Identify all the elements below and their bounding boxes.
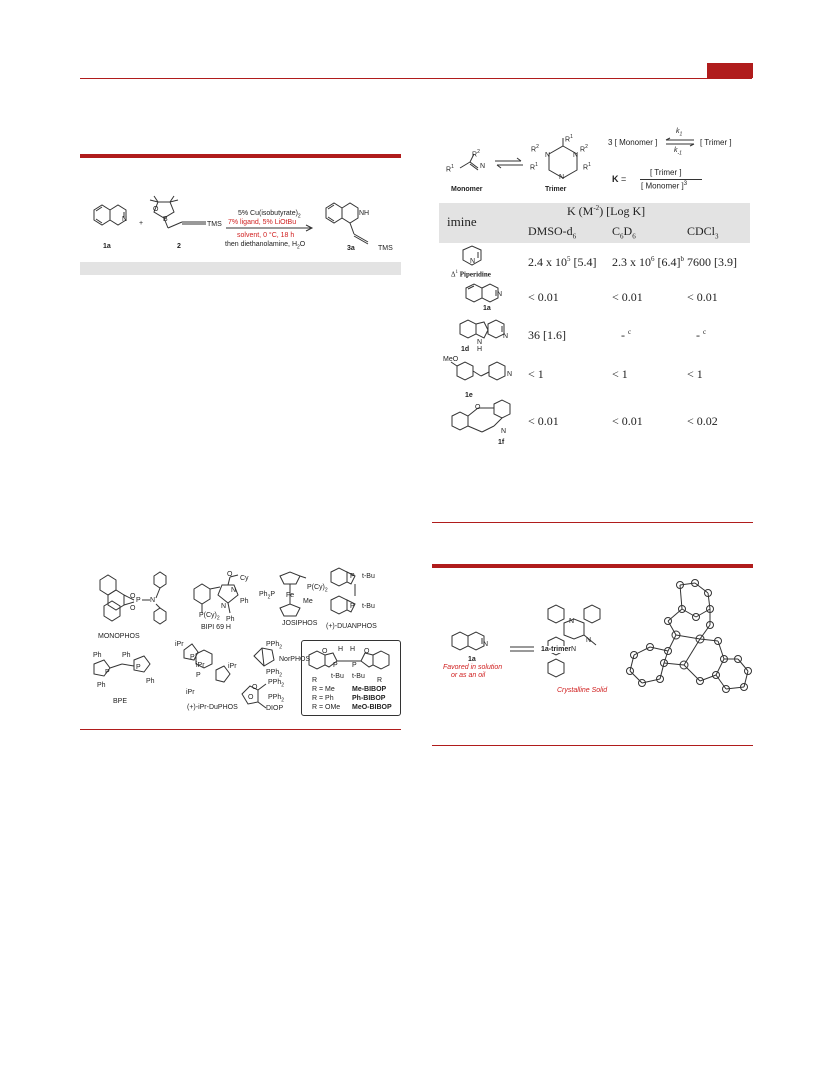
row-piperidine-name: $\Delta^1$ Piperidine: [451, 270, 491, 279]
bibop-legend: [312, 686, 398, 713]
piperidine-structure: [458, 244, 488, 270]
norphos-pph2-1: PPh$_2$: [266, 641, 283, 651]
k-denominator: [ Monomer ]$^3$: [641, 181, 688, 191]
crystal-trimer-structure: [540, 595, 612, 685]
crystal-top-rule: [432, 564, 753, 568]
table-col-c6d6: $C_6D_6$: [612, 224, 636, 241]
bibop-r-ome: R = OMe: [312, 704, 341, 711]
label-norphos: NorPHOS: [279, 656, 311, 663]
row-piperidine-cdcl3: 7600 [3.9]: [687, 255, 737, 269]
ligand-figure-bottom-rule: [80, 729, 401, 730]
diop-pph2-1: PPh$_2$: [268, 679, 285, 689]
table-header-imine: imine: [447, 214, 477, 229]
label-monomer: Monomer: [451, 186, 483, 193]
bpe-ph3: Ph: [97, 682, 106, 689]
table-header-k: K $(M^{-2})$ [Log K]: [567, 204, 646, 218]
bibop-r-me: R = Me: [312, 686, 335, 693]
eq-k1: $k_1$: [676, 128, 683, 138]
page-tab: [707, 63, 753, 78]
scheme-caption-bar: [80, 262, 401, 275]
crystal-equilibrium-arrows: [510, 645, 536, 653]
bipi-pcy2: $P(Cy)_2$: [199, 612, 220, 622]
josiphos-me: Me: [303, 598, 313, 605]
k-symbol: K =: [612, 174, 627, 184]
row-1f-structure: [448, 398, 520, 444]
row-1f-n: N: [501, 428, 507, 435]
row-1a-structure: [462, 282, 512, 304]
bibop-tbu1: t-Bu: [331, 673, 344, 680]
label-b: B: [163, 216, 168, 223]
row-1d-structure: [456, 316, 520, 346]
monophos-o1: O: [130, 593, 136, 600]
row-1d-n: N: [503, 333, 509, 340]
row-1f-name: 1f: [498, 439, 505, 446]
label-nh: NH: [359, 210, 370, 217]
plus-sign: +: [139, 220, 144, 227]
row-1d-dmso: 36 [1.6]: [528, 328, 566, 342]
bpe-p2: P: [136, 664, 141, 671]
label-monophos: MONOPHOS: [98, 633, 140, 640]
scheme-top-rule: [80, 154, 401, 158]
josiphos-pph2: $Ph_2P$: [259, 591, 276, 601]
monomer-r1: $R^1$: [446, 164, 454, 174]
bibop-r-ph: R = Ph: [312, 695, 334, 702]
trimer-n2: N: [573, 152, 579, 159]
monomer-n: N: [480, 163, 486, 170]
bibop-p1: P: [333, 662, 338, 669]
row-1f-c6d6: < 0.01: [612, 414, 643, 428]
bibop-h2: H: [350, 646, 356, 653]
row-1d-nh-n: N: [477, 339, 483, 346]
duphos-ipr2: iPr: [196, 662, 205, 669]
duanphos-p2: P: [350, 603, 355, 610]
row-1a-n: N: [497, 291, 503, 298]
bpe-p1: P: [105, 669, 110, 676]
label-duphos: (+)-iPr-DuPHOS: [187, 704, 238, 711]
eq-left: 3 [ Monomer ]: [608, 138, 658, 147]
trimer-r1-top: $R^1$: [565, 134, 573, 144]
bibop-h1: H: [338, 646, 344, 653]
duphos-structure: [170, 640, 240, 700]
conditions-line2: 7% ligand, 5% LiOtBu: [228, 219, 297, 226]
bipi-n2: N: [221, 603, 227, 610]
eq-km1: $k_{-1}$: [674, 147, 682, 157]
diop-o2: O: [248, 694, 254, 701]
piperidine-n: N: [470, 258, 476, 265]
row-1f-cdcl3: < 0.02: [687, 414, 718, 428]
josiphos-structure: [270, 572, 320, 617]
row-1e-c6d6: < 1: [612, 367, 628, 381]
row-1d-c6d6: - $^c$: [621, 328, 632, 342]
row-1e-dmso: < 1: [528, 367, 544, 381]
duanphos-tbu1: t-Bu: [362, 573, 375, 580]
duphos-ipr1: iPr: [175, 641, 184, 648]
label-diop: DIOP: [266, 705, 284, 712]
crystal-bottom-rule: [432, 745, 753, 746]
bibop-o2: O: [364, 648, 370, 655]
josiphos-fe: Fe: [286, 592, 295, 599]
k-fraction-bar: [640, 179, 702, 180]
row-1e-meo: MeO: [443, 356, 459, 363]
conditions-line1: 5% $Cu(isobutyrate)_2$: [238, 210, 301, 220]
crystal-favored-text-2: or as an oil: [451, 672, 486, 679]
row-1e-name: 1e: [465, 392, 473, 399]
table-bottom-rule: [432, 522, 753, 523]
label-n: N: [122, 216, 128, 223]
duanphos-structure: [327, 566, 387, 620]
duphos-ipr3: iPr: [228, 663, 237, 670]
label-tms-reagent: TMS: [207, 221, 222, 228]
row-1e-n: N: [507, 371, 513, 378]
bipi-o: O: [227, 571, 233, 578]
row-piperidine-dmso: 2.4 x $10^5$ [5.4]: [528, 255, 597, 269]
row-1a-name: 1a: [483, 305, 491, 312]
eq-arrows: [666, 138, 696, 146]
label-josiphos: JOSIPHOS: [282, 620, 318, 627]
row-1a-dmso: < 0.01: [528, 290, 559, 304]
duanphos-tbu2: t-Bu: [362, 603, 375, 610]
monophos-o2: O: [130, 605, 136, 612]
duphos-ipr4: iPr: [186, 689, 195, 696]
crystal-trimer-n2: N: [586, 637, 592, 644]
eq-right: [ Trimer ]: [700, 138, 732, 147]
k-numerator: [ Trimer ]: [650, 168, 682, 177]
bipi-ph2: Ph: [226, 616, 235, 623]
label-o: O: [153, 206, 159, 213]
bpe-ph4: Ph: [146, 678, 155, 685]
label-duanphos: (+)-DUANPHOS: [326, 623, 377, 630]
bibop-r1: R: [312, 677, 318, 684]
equilibrium-arrows: [495, 158, 525, 168]
crystal-solid-text: Crystalline Solid: [557, 687, 608, 694]
compound-1a-structure: [86, 198, 136, 238]
bibop-meo-name: MeO-BIBOP: [352, 704, 392, 711]
bipi-ph1: Ph: [240, 598, 249, 605]
label-3a: 3a: [347, 245, 355, 252]
conditions-line3: solvent, 0 °C, 18 h: [237, 232, 295, 239]
duphos-p2: P: [196, 672, 201, 679]
row-1f-dmso: < 0.01: [528, 414, 559, 428]
bibop-r2: R: [377, 677, 383, 684]
bipi-n: N: [231, 587, 237, 594]
josiphos-pcy2: $P(Cy)_2$: [307, 584, 328, 594]
table-col-dmso: DMSO-$d_6$: [528, 224, 577, 241]
bibop-o1: O: [322, 648, 328, 655]
label-trimer: Trimer: [545, 186, 567, 193]
trimer-r1-left: $R^1$: [530, 162, 538, 172]
row-1e-cdcl3: < 1: [687, 367, 703, 381]
crystal-1a-n: N: [483, 641, 489, 648]
trimer-r2-right: $R^2$: [580, 144, 588, 154]
table-col-cdcl3: CDCl$_3$: [687, 224, 719, 241]
bibop-tbu2: t-Bu: [352, 673, 365, 680]
monophos-n: N: [150, 597, 156, 604]
trimer-n3: N: [559, 174, 565, 181]
bpe-ph2: Ph: [122, 652, 131, 659]
label-bipi: BIPI 69 H: [201, 624, 231, 631]
bibop-p2: P: [352, 662, 357, 669]
row-1d-name: 1d: [461, 346, 470, 353]
crystal-1a-label: 1a: [468, 656, 476, 663]
row-1f-o: O: [475, 404, 481, 411]
monophos-structure: [96, 570, 191, 630]
monomer-r2: $R^2$: [472, 149, 480, 159]
trimer-r1-right: $R^1$: [583, 162, 591, 172]
label-bpe: BPE: [113, 698, 128, 705]
row-1d-nh-h: H: [477, 346, 483, 353]
norphos-pph2-2: PPh$_2$: [266, 669, 283, 679]
duanphos-p1: P: [350, 573, 355, 580]
crystal-favored-text: Favored in solution: [443, 664, 503, 671]
crystal-trimer-n3: N: [571, 646, 577, 653]
trimer-r2-left: $R^2$: [531, 144, 539, 154]
row-piperidine-c6d6: 2.3 x $10^6$ $[6.4]^b$: [612, 255, 684, 269]
row-1a-cdcl3: < 0.01: [687, 290, 718, 304]
bibop-me-name: Me-BIBOP: [352, 686, 387, 693]
compound-2-structure: [146, 196, 226, 242]
trimer-n1: N: [545, 152, 551, 159]
header-rule: [80, 78, 752, 79]
crystal-trimer-n1: N: [569, 618, 575, 625]
bipi-cy: Cy: [240, 575, 249, 582]
row-1a-c6d6: < 0.01: [612, 290, 643, 304]
bpe-ph1: Ph: [93, 652, 102, 659]
conditions-line4: then diethanolamine, $H_2O$: [225, 241, 306, 251]
label-tms-product: TMS: [378, 245, 393, 252]
crystal-ortep-image: [620, 575, 755, 705]
monophos-p: P: [136, 597, 141, 604]
diop-pph2-2: PPh$_2$: [268, 694, 285, 704]
diop-o1: O: [252, 684, 258, 691]
duphos-p1: P: [190, 654, 195, 661]
crystal-trimer-label: 1a-trimer: [541, 646, 571, 653]
row-1d-cdcl3: - $^c$: [696, 328, 707, 342]
label-2: 2: [177, 243, 181, 250]
label-1a: 1a: [103, 243, 111, 250]
bibop-ph-name: Ph-BIBOP: [352, 695, 386, 702]
